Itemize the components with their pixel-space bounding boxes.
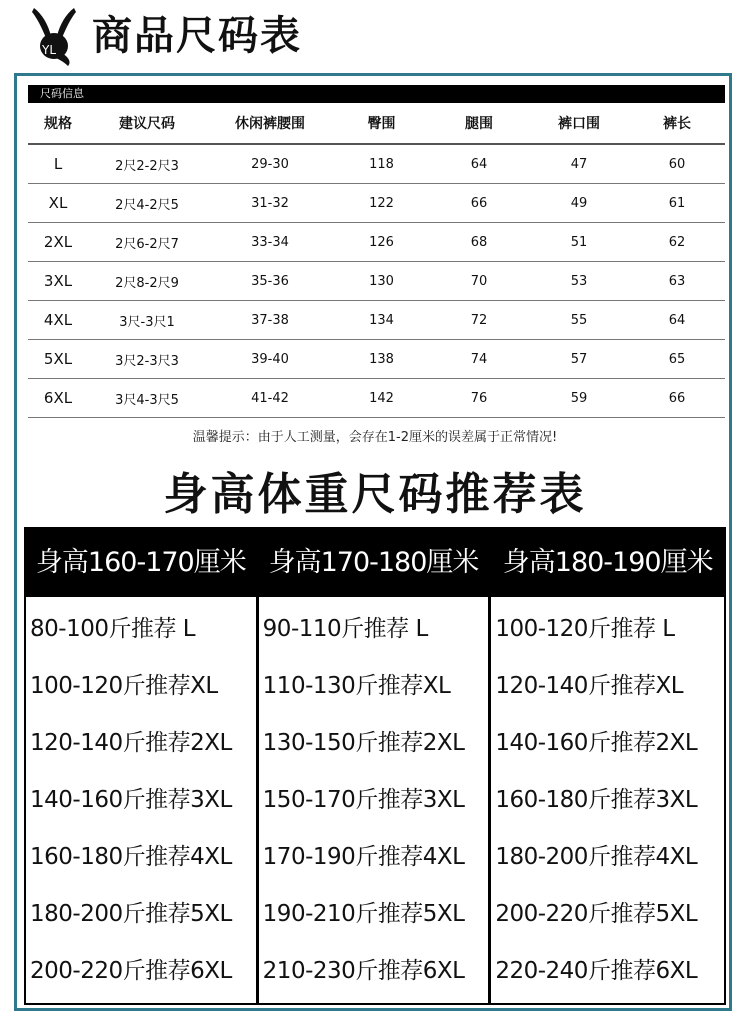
- table-cell: 29-30: [206, 144, 334, 184]
- list-item: 120-140斤推荐XL: [495, 673, 684, 699]
- table-row: [28, 144, 725, 184]
- table-cell: 76: [429, 379, 529, 418]
- table-cell: 60: [629, 144, 725, 184]
- table-cell: 66: [629, 379, 725, 418]
- table-row: [28, 379, 725, 418]
- table-cell: 70: [429, 262, 529, 301]
- table-cell: 5XL: [28, 340, 88, 379]
- list-item: 210-230斤推荐6XL: [262, 958, 465, 984]
- list-item: 120-140斤推荐2XL: [30, 730, 232, 756]
- table-row: [28, 184, 725, 223]
- page-title: 商品尺码表: [92, 13, 302, 59]
- list-item: 140-160斤推荐2XL: [495, 730, 698, 756]
- table-cell: 126: [334, 223, 429, 262]
- table-cell: 3尺4-3尺5: [88, 379, 206, 418]
- measurement-note: 温馨提示：由于人工测量，会存在1-2厘米的误差属于正常情况!: [192, 430, 558, 445]
- list-item: 200-220斤推荐6XL: [30, 958, 232, 984]
- column-header: 规格: [28, 103, 88, 144]
- table-cell: 61: [629, 184, 725, 223]
- height-column: [26, 529, 259, 1003]
- list-item: 90-110斤推荐 L: [262, 616, 428, 642]
- size-table-header-row: [28, 103, 725, 144]
- column-header: 休闲裤腰围: [206, 103, 334, 144]
- svg-text:YL: YL: [42, 43, 57, 57]
- size-info-bar: [28, 85, 725, 103]
- list-item: 110-130斤推荐XL: [262, 673, 451, 699]
- table-cell: 2尺4-2尺5: [88, 184, 206, 223]
- height-column-header: 身高170-180厘米: [259, 529, 489, 597]
- table-cell: 35-36: [206, 262, 334, 301]
- list-item: 100-120斤推荐XL: [30, 673, 218, 699]
- table-cell: 2尺2-2尺3: [88, 144, 206, 184]
- size-table: [28, 103, 725, 418]
- table-cell: 59: [529, 379, 629, 418]
- recommendation-title: 身高体重尺码推荐表: [163, 469, 587, 520]
- table-cell: 130: [334, 262, 429, 301]
- list-item: 140-160斤推荐3XL: [30, 787, 232, 813]
- table-cell: 3尺-3尺1: [88, 301, 206, 340]
- table-cell: 2尺8-2尺9: [88, 262, 206, 301]
- table-cell: 4XL: [28, 301, 88, 340]
- list-item: 220-240斤推荐6XL: [495, 958, 698, 984]
- table-cell: 74: [429, 340, 529, 379]
- table-cell: 51: [529, 223, 629, 262]
- table-cell: 33-34: [206, 223, 334, 262]
- table-cell: 55: [529, 301, 629, 340]
- recommendation-list: [491, 601, 724, 1000]
- table-cell: 118: [334, 144, 429, 184]
- height-column: [491, 529, 724, 1003]
- table-row: [28, 223, 725, 262]
- table-cell: 41-42: [206, 379, 334, 418]
- table-cell: 66: [429, 184, 529, 223]
- rabbit-logo-icon: [24, 6, 84, 68]
- table-cell: 57: [529, 340, 629, 379]
- table-cell: 2尺6-2尺7: [88, 223, 206, 262]
- table-cell: 65: [629, 340, 725, 379]
- table-cell: 6XL: [28, 379, 88, 418]
- page-header: [0, 0, 750, 72]
- column-header: 裤长: [629, 103, 725, 144]
- table-cell: 122: [334, 184, 429, 223]
- table-cell: 3尺2-3尺3: [88, 340, 206, 379]
- table-cell: 39-40: [206, 340, 334, 379]
- table-row: [28, 301, 725, 340]
- list-item: 80-100斤推荐 L: [30, 616, 196, 642]
- table-cell: 64: [429, 144, 529, 184]
- list-item: 170-190斤推荐4XL: [262, 844, 465, 870]
- list-item: 180-200斤推荐5XL: [30, 901, 232, 927]
- table-cell: 63: [629, 262, 725, 301]
- list-item: 150-170斤推荐3XL: [262, 787, 465, 813]
- height-column-header: 身高180-190厘米: [491, 529, 724, 597]
- table-cell: 47: [529, 144, 629, 184]
- table-row: [28, 340, 725, 379]
- column-header: 裤口围: [529, 103, 629, 144]
- recommendation-grid: [24, 527, 726, 1005]
- table-cell: XL: [28, 184, 88, 223]
- table-cell: 142: [334, 379, 429, 418]
- table-cell: 37-38: [206, 301, 334, 340]
- recommendation-list: [259, 601, 489, 1000]
- list-item: 130-150斤推荐2XL: [262, 730, 465, 756]
- table-cell: 2XL: [28, 223, 88, 262]
- column-header: 腿围: [429, 103, 529, 144]
- table-cell: 3XL: [28, 262, 88, 301]
- height-column: [259, 529, 492, 1003]
- list-item: 160-180斤推荐3XL: [495, 787, 698, 813]
- table-cell: 64: [629, 301, 725, 340]
- table-cell: 68: [429, 223, 529, 262]
- column-header: 建议尺码: [88, 103, 206, 144]
- table-cell: L: [28, 144, 88, 184]
- table-cell: 134: [334, 301, 429, 340]
- list-item: 180-200斤推荐4XL: [495, 844, 698, 870]
- table-cell: 53: [529, 262, 629, 301]
- size-info-label: 尺码信息: [40, 87, 84, 100]
- table-cell: 138: [334, 340, 429, 379]
- height-column-header: 身高160-170厘米: [26, 529, 256, 597]
- column-header: 臀围: [334, 103, 429, 144]
- list-item: 200-220斤推荐5XL: [495, 901, 698, 927]
- table-cell: 31-32: [206, 184, 334, 223]
- table-cell: 72: [429, 301, 529, 340]
- list-item: 160-180斤推荐4XL: [30, 844, 232, 870]
- table-cell: 49: [529, 184, 629, 223]
- table-row: [28, 262, 725, 301]
- list-item: 190-210斤推荐5XL: [262, 901, 465, 927]
- recommendation-list: [26, 601, 256, 1000]
- table-cell: 62: [629, 223, 725, 262]
- list-item: 100-120斤推荐 L: [495, 616, 675, 642]
